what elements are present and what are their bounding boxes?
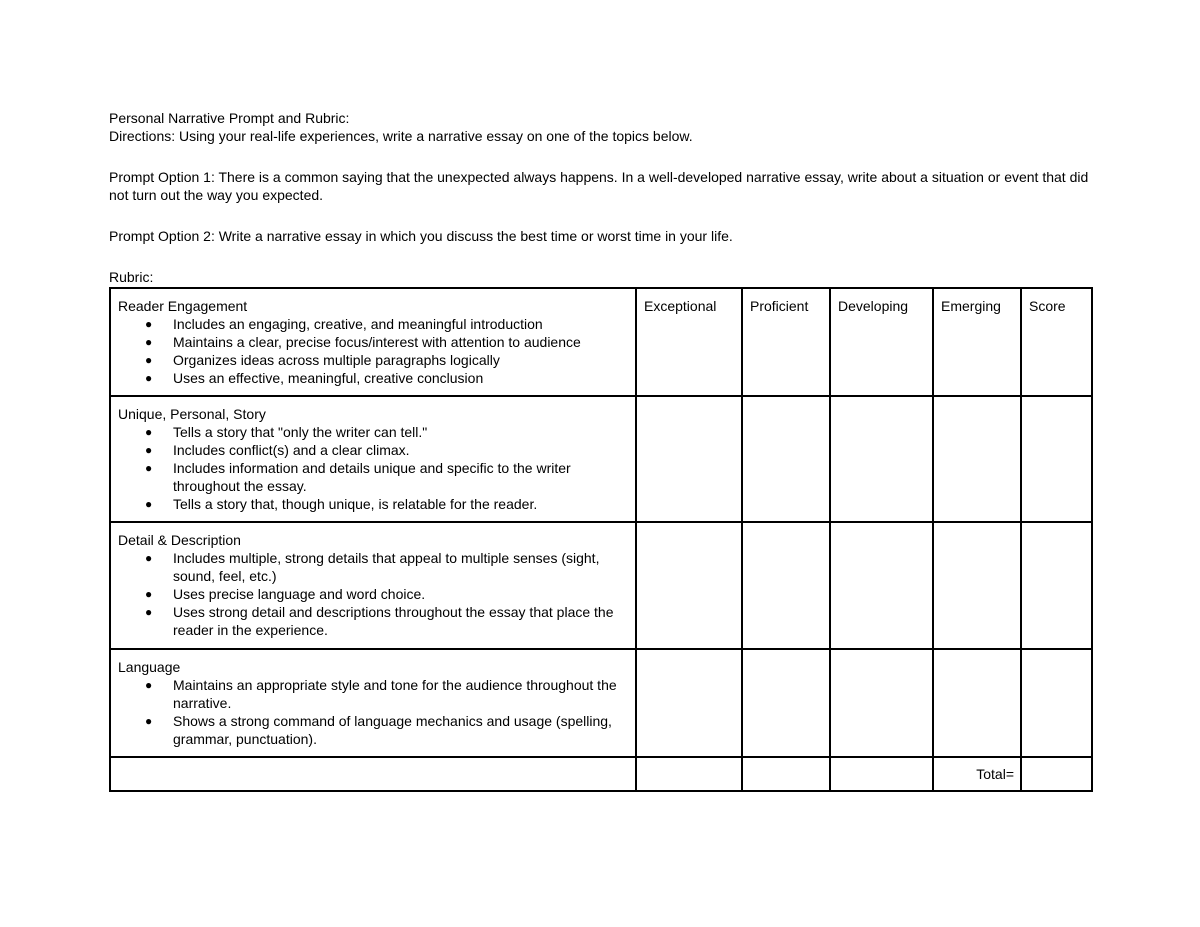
bullet-icon: ● [145, 443, 153, 457]
criteria-title: Language [118, 659, 181, 675]
criteria-item: ● Includes information and details unique and specific to the writer throughout the essay. [145, 460, 571, 494]
criteria-list [118, 676, 629, 748]
criteria-cell [110, 288, 636, 396]
score-cell [742, 396, 830, 522]
criteria-list [118, 549, 629, 639]
criteria-item: ● Organizes ideas across multiple paragraphs logically [145, 352, 500, 368]
bullet-icon: ● [145, 497, 153, 511]
bullet-icon: ● [145, 335, 153, 349]
criteria-cell [110, 396, 636, 522]
score-cell [742, 522, 830, 649]
score-cell [1021, 396, 1092, 522]
bullet-icon: ● [145, 678, 153, 692]
spacer [109, 245, 1091, 268]
column-header-emerging: Emerging [933, 288, 1021, 396]
bullet-icon: ● [145, 551, 153, 565]
bullet-icon: ● [145, 605, 153, 619]
score-cell [830, 522, 933, 649]
spacer [109, 145, 1091, 168]
criteria-title: Reader Engagement [118, 298, 248, 314]
criteria-item: ● Uses an effective, meaningful, creative conclusion [145, 370, 484, 386]
score-cell [933, 522, 1021, 649]
document-page [109, 109, 1091, 792]
score-cell [742, 649, 830, 757]
column-header-developing: Developing [830, 288, 933, 396]
rubric-row-total [110, 757, 1092, 791]
score-cell [636, 649, 742, 757]
criteria-cell [110, 522, 636, 649]
empty-cell [636, 757, 742, 791]
criteria-item: ● Tells a story that, though unique, is relatable for the reader. [145, 496, 538, 512]
score-cell [933, 396, 1021, 522]
score-cell [1021, 649, 1092, 757]
score-cell [636, 396, 742, 522]
rubric-table [109, 287, 1093, 792]
criteria-list [118, 423, 629, 513]
criteria-item: ● Includes conflict(s) and a clear climax. [145, 442, 410, 458]
criteria-item: ● Uses precise language and word choice. [145, 586, 426, 602]
rubric-row-unique-story [110, 396, 1092, 522]
criteria-item: ● Includes multiple, strong details that appeal to multiple senses (sight, sound, feel, etc.) [145, 550, 600, 584]
criteria-list [118, 315, 629, 387]
rubric-row-detail-description [110, 522, 1092, 649]
criteria-item: ● Includes an engaging, creative, and meaningful introduction [145, 316, 543, 332]
bullet-icon: ● [145, 353, 153, 367]
empty-cell [110, 757, 636, 791]
bullet-icon: ● [145, 317, 153, 331]
document-title: Personal Narrative Prompt and Rubric: [109, 110, 350, 126]
bullet-icon: ● [145, 587, 153, 601]
score-cell [1021, 522, 1092, 649]
criteria-item: ● Shows a strong command of language mechanics and usage (spelling, grammar, punctuation). [145, 713, 612, 747]
criteria-item: ● Maintains an appropriate style and tone for the audience throughout the narrative. [145, 677, 617, 711]
criteria-item: ● Maintains a clear, precise focus/interest with attention to audience [145, 334, 581, 350]
score-cell [830, 649, 933, 757]
score-cell [830, 396, 933, 522]
rubric-row-language [110, 649, 1092, 757]
bullet-icon: ● [145, 461, 153, 475]
directions-text: Directions: Using your real-life experiences, write a narrative essay on one of the topics below. [109, 128, 693, 144]
bullet-icon: ● [145, 371, 153, 385]
rubric-label: Rubric: [109, 269, 154, 285]
bullet-icon: ● [145, 425, 153, 439]
rubric-row-reader-engagement [110, 288, 1092, 396]
total-label-cell [933, 757, 1021, 791]
column-header-proficient: Proficient [742, 288, 830, 396]
empty-cell [742, 757, 830, 791]
criteria-title: Unique, Personal, Story [118, 406, 266, 422]
criteria-title: Detail & Description [118, 532, 241, 548]
column-header-exceptional: Exceptional [636, 288, 742, 396]
score-cell [636, 522, 742, 649]
empty-cell [830, 757, 933, 791]
total-score-cell [1021, 757, 1092, 791]
total-label: Total= [976, 766, 1014, 782]
score-cell [933, 649, 1021, 757]
bullet-icon: ● [145, 714, 153, 728]
criteria-item: ● Tells a story that "only the writer can tell." [145, 424, 428, 440]
prompt-option-2: Prompt Option 2: Write a narrative essay in which you discuss the best time or worst time in your life. [109, 228, 733, 244]
criteria-cell [110, 649, 636, 757]
spacer [109, 204, 1091, 227]
column-header-score: Score [1021, 288, 1092, 396]
criteria-item: ● Uses strong detail and descriptions throughout the essay that place the reader in the experience. [145, 604, 614, 638]
prompt-option-1: Prompt Option 1: There is a common saying that the unexpected always happens. In a well-developed narrative essay, write about a situation or event that did not turn out the way you expected. [109, 169, 1089, 203]
